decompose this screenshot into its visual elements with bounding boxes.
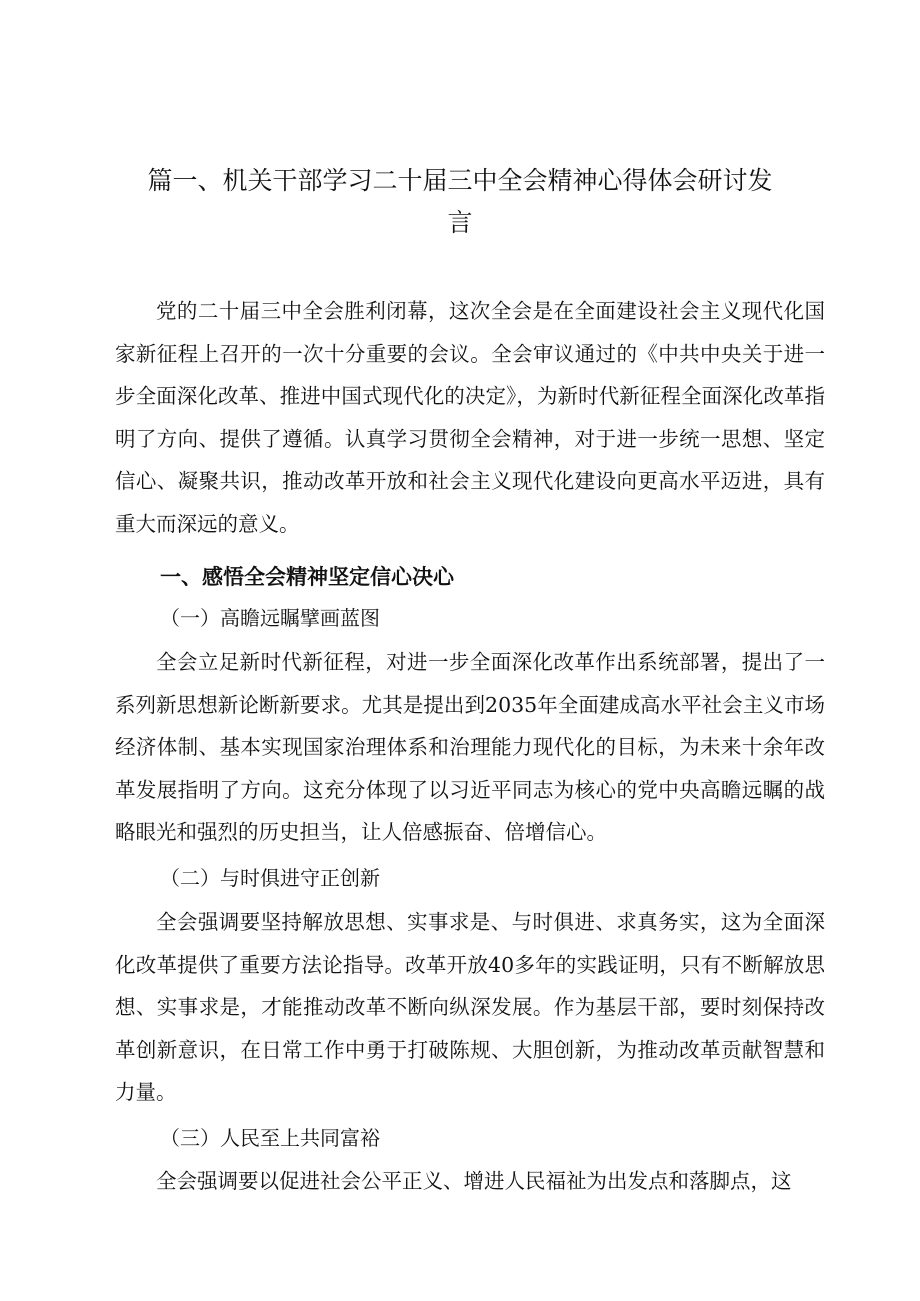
subsection-heading-3: （三）人民至上共同富裕 (160, 1126, 380, 1150)
document-title: 篇一、机关干部学习二十届三中全会精神心得体会研讨发言 (147, 166, 773, 237)
subsection-paragraph-2: 全会强调要坚持解放思想、实事求是、与时俱进、求真务实，这为全面深化改革提供了重要方法论指导。改革开放40多年的实践证明，只有不断解放思想、实事求是，才能推动改革不断向纵深发展。作为基层干部，要时刻保持改革创新意识，在日常工作中勇于打破陈规、大胆创新，为推动改革贡献智慧和力量。 (115, 910, 825, 1104)
subsection-heading-1: （一）高瞻远瞩擘画蓝图 (160, 606, 380, 630)
subsection-heading-2: （二）与时俱进守正创新 (160, 866, 380, 890)
intro-paragraph: 党的二十届三中全会胜利闭幕，这次全会是在全面建设社会主义现代化国家新征程上召开的一次十分重要的会议。全会审议通过的《中共中央关于进一步全面深化改革、推进中国式现代化的决定》，为新时代新征程全面深化改革指明了方向、提供了遵循。认真学习贯彻全会精神，对于进一步统一思想、坚定信心、凝聚共识，推动改革开放和社会主义现代化建设向更高水平迈进，具有重大而深远的意义。 (115, 299, 825, 536)
subsection-paragraph-3: 全会强调要以促进社会公平正义、增进人民福祉为出发点和落脚点，这 (156, 1169, 792, 1193)
section-heading-1: 一、感悟全会精神坚定信心决心 (160, 565, 454, 589)
subsection-paragraph-1: 全会立足新时代新征程，对进一步全面深化改革作出系统部署，提出了一系列新思想新论断新要求。尤其是提出到2035年全面建成高水平社会主义市场经济体制、基本实现国家治理体系和治理能力现代化的目标，为未来十余年改革发展指明了方向。这充分体现了以习近平同志为核心的党中央高瞻远瞩的战略眼光和强烈的历史担当，让人倍感振奋、倍增信心。 (115, 650, 825, 844)
